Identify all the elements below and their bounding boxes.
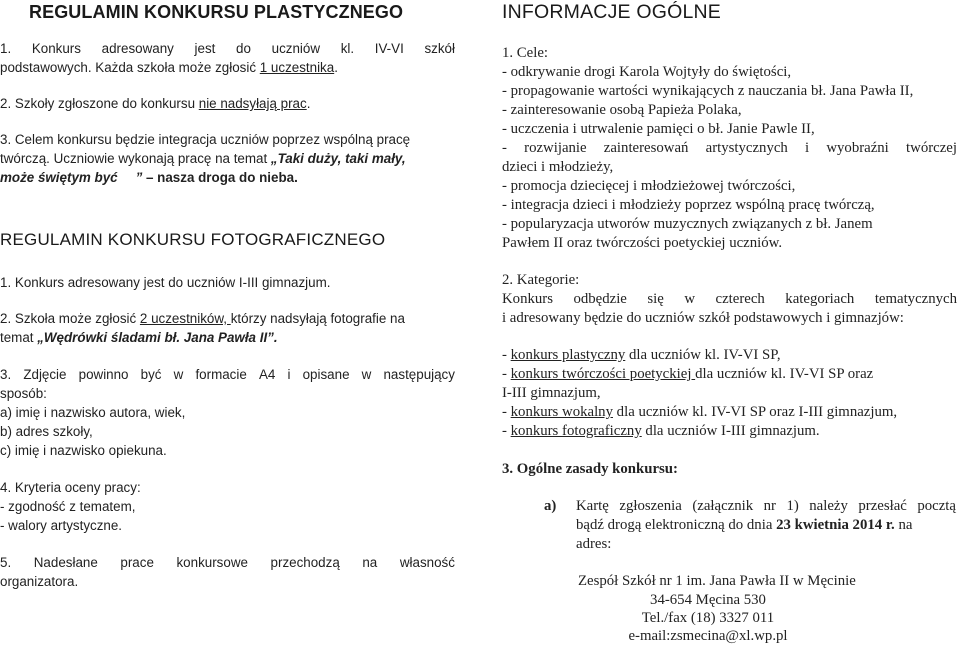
photo-rule-2-line-1: 2. Szkoła może zgłosić 2 uczestników, którzy nadsyłają fotografie na <box>0 311 405 326</box>
address-email: e-mail:zsmecina@xl.wp.pl <box>628 628 788 644</box>
plastic-rule-1-line-1: 1. Konkurs adresowany jest do uczniów kl. IV-VI szkół <box>0 41 455 56</box>
photo-rule-3-item-b: b) adres szkoły, <box>0 424 93 439</box>
photo-rule-3-item-c: c) imię i nazwisko opiekuna. <box>0 443 167 458</box>
goal-item: - uczczenia i utrwalenie pamięci o bł. Janie Pawle II, <box>502 121 815 137</box>
photo-rule-4-line-2: - zgodność z tematem, <box>0 499 136 514</box>
categories-intro-line-1: Konkurs odbędzie się w czterech kategoriach tematycznych <box>502 291 957 307</box>
rule-a-label: a) <box>544 498 557 514</box>
plastic-rule-1-line-2: podstawowych. Każda szkoła może zgłosić 1 uczestnika. <box>0 60 338 75</box>
categories-heading: 2. Kategorie: <box>502 272 580 288</box>
category-item: - konkurs plastyczny dla uczniów kl. IV-VI SP, <box>502 347 781 363</box>
goal-item: - odkrywanie drogi Karola Wojtyły do świętości, <box>502 64 792 80</box>
photo-rule-4-line-1: 4. Kryteria oceny pracy: <box>0 480 141 495</box>
photo-rule-5-line-1: 5. Nadesłane prace konkursowe przechodzą na własność <box>0 555 455 570</box>
rule-a-line-3: adres: <box>576 536 612 552</box>
goal-item: - integracja dzieci i młodzieży poprzez wspólną pracę twórczą, <box>502 197 875 213</box>
plastic-contest-title: REGULAMIN KONKURSU PLASTYCZNEGO <box>29 2 404 22</box>
address-phone: Tel./fax (18) 3327 011 <box>641 610 775 626</box>
category-item: - konkurs wokalny dla uczniów kl. IV-VI SP oraz I-III gimnazjum, <box>502 404 898 420</box>
photo-rule-3-item-a: a) imię i nazwisko autora, wiek, <box>0 405 186 420</box>
goal-item: - promocja dziecięcej i młodzieżowej twórczości, <box>502 178 796 194</box>
category-item: - konkurs fotograficzny dla uczniów I-III gimnazjum. <box>502 423 820 439</box>
goal-item-line-2: dzieci i młodzieży, <box>502 159 614 175</box>
address-line: 34-654 Męcina 530 <box>650 592 766 608</box>
photo-rule-5-line-2: organizatora. <box>0 574 79 589</box>
plastic-rule-3-line-3: może świętym być ” – nasza droga do nieba. <box>0 170 298 185</box>
general-info-title: INFORMACJE OGÓLNE <box>502 1 722 23</box>
plastic-rule-3-line-1: 3. Celem konkursu będzie integracja uczniów poprzez wspólną pracę <box>0 132 411 147</box>
goal-item: - zainteresowanie osobą Papieża Polaka, <box>502 102 742 118</box>
photo-rule-3-line-2: sposób: <box>0 386 47 401</box>
goals-heading: 1. Cele: <box>502 45 549 61</box>
rule-a-line-2: bądź drogą elektroniczną do dnia 23 kwietnia 2014 r. na <box>576 517 913 533</box>
photo-rule-1: 1. Konkurs adresowany jest do uczniów I-III gimnazjum. <box>0 275 331 290</box>
plastic-rule-2: 2. Szkoły zgłoszone do konkursu nie nadsyłają prac. <box>0 96 311 111</box>
category-item: - konkurs twórczości poetyckiej dla uczniów kl. IV-VI SP oraz <box>502 366 874 382</box>
goal-item: - popularyzacja utworów muzycznych związanych z bł. Janem <box>502 216 873 232</box>
categories-intro-line-2: i adresowany będzie do uczniów szkół podstawowych i gimnazjów: <box>502 310 904 326</box>
category-item-continued: I-III gimnazjum, <box>502 385 601 401</box>
plastic-rule-3-line-2: twórczą. Uczniowie wykonają pracę na temat „Taki duży, taki mały, <box>0 151 406 166</box>
goal-item-line-1: - rozwijanie zainteresowań artystycznych i wyobraźni twórczej <box>502 140 957 156</box>
photo-rule-4-line-3: - walory artystyczne. <box>0 518 123 533</box>
goal-item: Pawłem II oraz twórczości poetyckiej uczniów. <box>502 235 783 251</box>
goal-item: - propagowanie wartości wynikających z nauczania bł. Jana Pawła II, <box>502 83 914 99</box>
rule-a-line-1: Kartę zgłoszenia (załącznik nr 1) należy przesłać pocztą <box>576 498 956 514</box>
address-line: Zespół Szkół nr 1 im. Jana Pawła II w Męcinie <box>578 573 856 589</box>
rules-heading: 3. Ogólne zasady konkursu: <box>502 461 678 477</box>
photo-rule-2-line-2: temat „Wędrówki śladami bł. Jana Pawła II”. <box>0 330 278 345</box>
photo-rule-3-line-1: 3. Zdjęcie powinno być w formacie A4 i opisane w następujący <box>0 367 455 382</box>
photo-contest-title: REGULAMIN KONKURSU FOTOGRAFICZNEGO <box>0 230 386 249</box>
